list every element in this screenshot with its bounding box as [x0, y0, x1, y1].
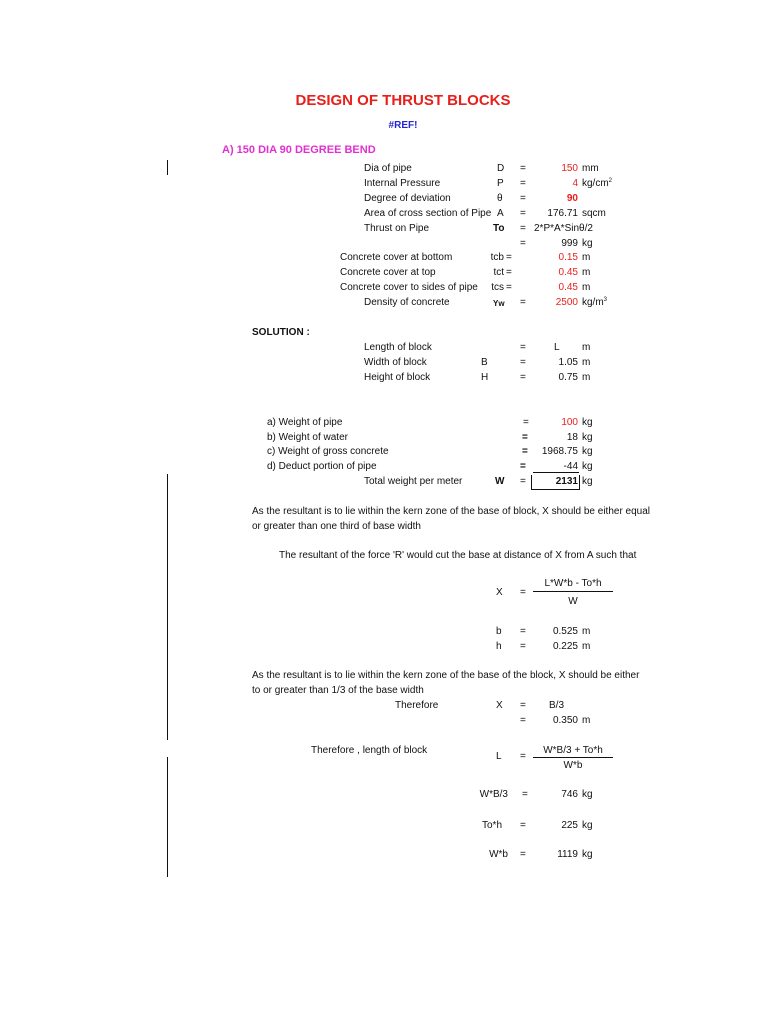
- unit: mm: [582, 163, 599, 174]
- unit: kg: [582, 461, 593, 472]
- equals: =: [520, 193, 526, 204]
- unit: m: [582, 372, 591, 383]
- label: Area of cross section of Pipe: [364, 208, 492, 219]
- equals: =: [520, 476, 526, 487]
- equals: =: [506, 267, 512, 278]
- equals: =: [520, 208, 526, 219]
- unit: m: [582, 252, 591, 263]
- label: Internal Pressure: [364, 178, 441, 189]
- equals: =: [520, 223, 526, 234]
- value: 0.225: [552, 641, 578, 652]
- value: 18: [566, 432, 578, 443]
- equals: =: [520, 297, 526, 308]
- sum-rule: [533, 472, 579, 473]
- equals: =: [520, 238, 526, 249]
- symbol: To: [493, 223, 505, 234]
- section-heading: A) 150 DIA 90 DEGREE BEND: [222, 144, 376, 156]
- symbol: H: [481, 372, 489, 383]
- equals: =: [520, 751, 526, 762]
- paragraph-kern-2: As the resultant is to lie within the kern zone of the base of the block, X should be either: [252, 670, 640, 681]
- page-title: DESIGN OF THRUST BLOCKS: [295, 92, 511, 109]
- unit: kg: [582, 849, 593, 860]
- denominator: W*b: [563, 760, 583, 771]
- unit: m: [582, 357, 591, 368]
- equals: =: [522, 789, 528, 800]
- unit: m: [582, 282, 591, 293]
- symbol: To*h: [481, 820, 502, 831]
- symbol: B: [481, 357, 488, 368]
- label: Total weight per meter: [364, 476, 463, 487]
- label: Height of block: [364, 372, 431, 383]
- equals: =: [520, 357, 526, 368]
- value: 176.71: [547, 208, 578, 219]
- paragraph-kern-1b: or greater than one third of base width: [252, 521, 421, 532]
- total-box-bottom: [531, 489, 580, 490]
- unit: $kg/cm^2$: [582, 178, 613, 189]
- label: Dia of pipe: [364, 163, 412, 174]
- symbol: A: [497, 208, 504, 219]
- unit: m: [582, 626, 591, 637]
- equals: =: [520, 342, 526, 353]
- label: Thrust on Pipe: [364, 223, 430, 234]
- equals: =: [506, 252, 512, 263]
- solution-heading: SOLUTION :: [252, 327, 310, 338]
- unit: m: [582, 267, 591, 278]
- label: Density of concrete: [364, 297, 450, 308]
- value: 1968.75: [541, 446, 578, 457]
- unit: kg: [582, 789, 593, 800]
- value: 1.05: [558, 357, 578, 368]
- label: Concrete cover at bottom: [340, 252, 453, 263]
- fraction-bar: [533, 757, 613, 758]
- equals: =: [520, 372, 526, 383]
- value: -44: [563, 461, 578, 472]
- unit: $kg/m^3$: [582, 297, 608, 308]
- equals: =: [522, 432, 528, 443]
- fraction-bar: [533, 591, 613, 592]
- margin-bar: [167, 474, 168, 740]
- label: Degree of deviation: [364, 193, 451, 204]
- value: 0.15: [558, 252, 578, 263]
- symbol: tcb: [490, 252, 504, 263]
- symbol: P: [497, 178, 504, 189]
- formula: 2*P*A*Sinθ/2: [534, 223, 593, 234]
- symbol: θ: [497, 193, 503, 204]
- paragraph-resultant: The resultant of the force 'R' would cut the base at distance of X from A such that: [279, 550, 637, 561]
- value: 0.350: [552, 715, 578, 726]
- label: c) Weight of gross concrete: [267, 446, 389, 457]
- value: 4: [572, 178, 578, 189]
- symbol: W: [495, 476, 505, 487]
- value: 2131: [555, 476, 578, 487]
- value: 90: [566, 193, 578, 204]
- equals: =: [520, 849, 526, 860]
- unit: m: [582, 715, 591, 726]
- denominator: W: [568, 596, 578, 607]
- value: L: [554, 342, 560, 353]
- unit: m: [582, 641, 591, 652]
- symbol: D: [497, 163, 505, 174]
- symbol: tcs: [491, 282, 504, 293]
- symbol: X: [496, 700, 503, 711]
- value: 999: [561, 238, 578, 249]
- value: 2500: [555, 297, 578, 308]
- symbol: tct: [493, 267, 504, 278]
- value: 150: [561, 163, 578, 174]
- equals: =: [520, 163, 526, 174]
- total-box-right: [579, 475, 580, 489]
- value: 0.45: [558, 267, 578, 278]
- equals: =: [522, 446, 528, 457]
- symbol: X: [496, 587, 503, 598]
- value: 100: [561, 417, 578, 428]
- paragraph-kern-2b: to or greater than 1/3 of the base width: [252, 685, 424, 696]
- value: 0.525: [552, 626, 578, 637]
- equals: =: [520, 587, 526, 598]
- unit: kg: [582, 476, 593, 487]
- equals: =: [523, 417, 529, 428]
- label: a) Weight of pipe: [267, 417, 343, 428]
- value: B/3: [549, 700, 565, 711]
- unit: m: [582, 342, 591, 353]
- equals: =: [520, 178, 526, 189]
- label: Therefore , length of block: [311, 745, 428, 756]
- label: b) Weight of water: [267, 432, 348, 443]
- equals: =: [506, 282, 512, 293]
- equals: =: [520, 641, 526, 652]
- symbol: b: [496, 626, 502, 637]
- symbol: Yw: [493, 299, 505, 308]
- label: Therefore: [395, 700, 439, 711]
- value: 225: [561, 820, 578, 831]
- label: Width of block: [364, 357, 427, 368]
- numerator: W*B/3 + To*h: [543, 745, 603, 756]
- value: 0.45: [558, 282, 578, 293]
- unit: kg: [582, 417, 593, 428]
- paragraph-kern-1: As the resultant is to lie within the kern zone of the base of block, X should be either equal: [252, 506, 651, 517]
- equals: =: [520, 626, 526, 637]
- equals: =: [520, 700, 526, 711]
- ref-error: #REF!: [388, 120, 418, 131]
- margin-bar: [167, 160, 168, 175]
- symbol: W*B/3: [479, 789, 508, 800]
- equals: =: [520, 461, 526, 472]
- value: 1119: [557, 849, 578, 860]
- unit: kg: [582, 238, 593, 249]
- unit: sqcm: [582, 208, 606, 219]
- label: d) Deduct portion of pipe: [267, 461, 377, 472]
- equals: =: [520, 820, 526, 831]
- symbol: W*b: [489, 849, 508, 860]
- value: 0.75: [558, 372, 578, 383]
- unit: kg: [582, 820, 593, 831]
- unit: kg: [582, 446, 593, 457]
- label: Length of block: [364, 342, 432, 353]
- margin-bar: [167, 757, 168, 877]
- symbol: h: [496, 641, 502, 652]
- symbol: L: [496, 751, 502, 762]
- equals: =: [520, 715, 526, 726]
- total-box-left: [531, 475, 532, 489]
- unit: kg: [582, 432, 593, 443]
- label: Concrete cover at top: [340, 267, 436, 278]
- numerator: L*W*b - To*h: [544, 578, 602, 589]
- label: Concrete cover to sides of pipe: [340, 282, 478, 293]
- value: 746: [561, 789, 578, 800]
